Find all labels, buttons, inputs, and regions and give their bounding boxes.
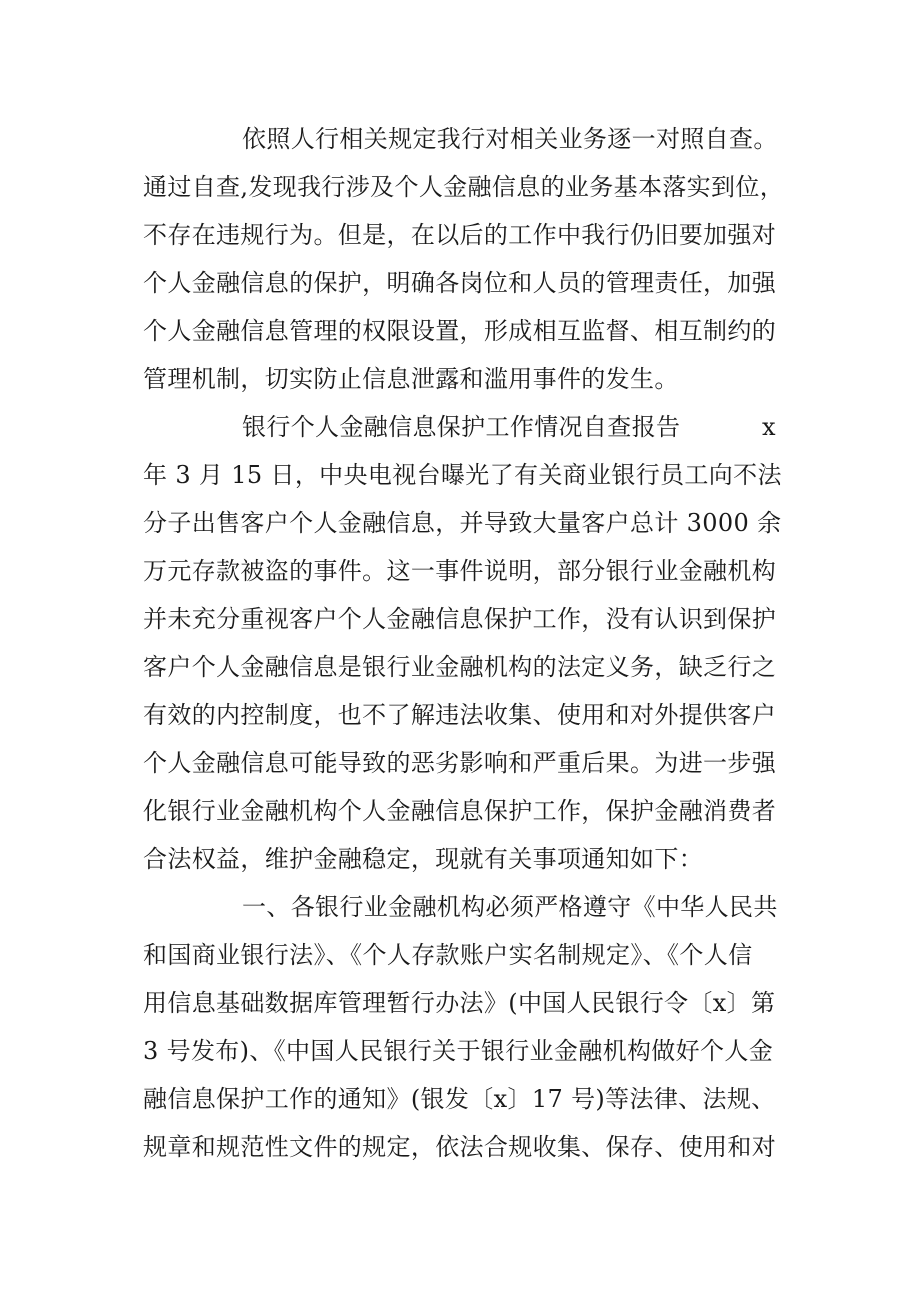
text-line: 化银行业金融机构个人金融信息保护工作，保护金融消费者 xyxy=(143,797,777,825)
text-line: 个人金融信息管理的权限设置，形成相互监督、相互制约的 xyxy=(143,317,777,345)
year-placeholder: x xyxy=(762,413,776,441)
text-line: 3 号发布)、《中国人民银行关于银行业金融机构做好个人金 xyxy=(143,1037,774,1065)
text-line: 规章和规范性文件的规定，依法合规收集、保存、使用和对 xyxy=(143,1133,777,1161)
report-title-line: 银行个人金融信息保护工作情况自查报告 xyxy=(242,413,681,441)
text-line: 并未充分重视客户个人金融信息保护工作，没有认识到保护 xyxy=(143,605,777,633)
text-line: 通过自查,发现我行涉及个人金融信息的业务基本落实到位， xyxy=(143,173,785,201)
text-line: 个人金融信息可能导致的恶劣影响和严重后果。为进一步强 xyxy=(143,749,777,777)
text-line: 客户个人金融信息是银行业金融机构的法定义务，缺乏行之 xyxy=(143,653,777,681)
text-line: 分子出售客户个人金融信息，并导致大量客户总计 3000 余 xyxy=(143,509,782,537)
text-line: 和国商业银行法》、《个人存款账户实名制规定》、《个人信 xyxy=(143,941,753,969)
text-line: 用信息基础数据库管理暂行办法》(中国人民银行令〔x〕第 xyxy=(143,989,776,1017)
text-line: 依照人行相关规定我行对相关业务逐一对照自查。 xyxy=(242,125,778,153)
text-line: 管理机制，切实防止信息泄露和滥用事件的发生。 xyxy=(143,365,679,393)
text-line: 一、各银行业金融机构必须严格遵守《中华人民共 xyxy=(242,893,778,921)
text-line: 合法权益，维护金融稳定，现就有关事项通知如下： xyxy=(143,845,704,873)
text-line: 个人金融信息的保护，明确各岗位和人员的管理责任，加强 xyxy=(143,269,777,297)
text-line: 有效的内控制度，也不了解违法收集、使用和对外提供客户 xyxy=(143,701,777,729)
text-line: 融信息保护工作的通知》(银发〔x〕17 号)等法律、法规、 xyxy=(143,1085,776,1113)
text-line: 万元存款被盗的事件。这一事件说明，部分银行业金融机构 xyxy=(143,557,777,585)
text-line: 不存在违规行为。但是，在以后的工作中我行仍旧要加强对 xyxy=(143,221,777,249)
text-line: 年 3 月 15 日，中央电视台曝光了有关商业银行员工向不法 xyxy=(143,461,782,489)
